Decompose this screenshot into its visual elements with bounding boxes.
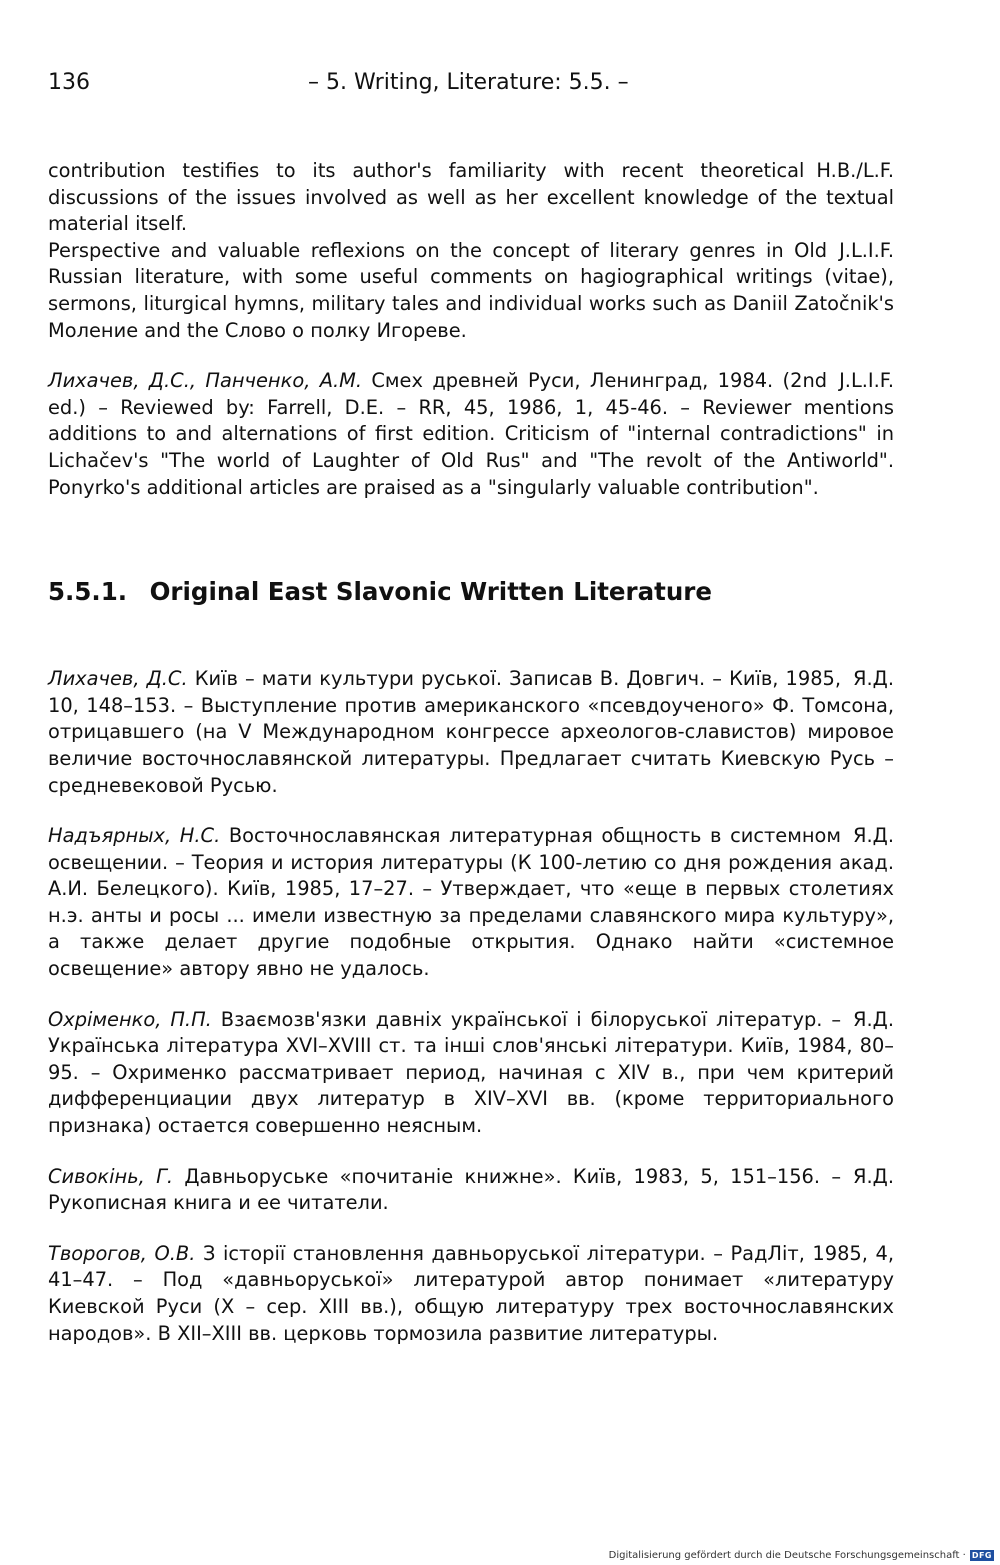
entry-text: Давньоруське «почитаніе книжне». Київ, 1983, 5, 151–156. – Рукописная книга и ее читатели. xyxy=(48,1164,842,1215)
dfg-logo-icon: DFG xyxy=(971,1551,992,1560)
reviewer-signature: H.B./L.F. xyxy=(816,159,894,182)
page-number: 136 xyxy=(48,70,90,95)
bibliography-entry xyxy=(48,1007,894,1140)
reviewer-signature: Я.Д. xyxy=(853,824,894,848)
bibliography-entry xyxy=(48,1241,894,1347)
entry-author: Сивокінь, Г. xyxy=(48,1164,174,1188)
entry-text: Взаємозв'язки давніх української і білоруської літератур. – Українська література XVI–XVIII ст. та інші слов'янські літератури. Київ, 1984, 80–95. – Охрименко рассматривает период, начиная с XIV в., при чем критерий дифференциации двух литератур в XIV–XVI вв. (кроме территориального признака) остается совершенно неясным. xyxy=(48,1007,894,1138)
document-page xyxy=(48,70,894,1347)
entry-author: Охріменко, П.П. xyxy=(48,1007,212,1031)
page-header xyxy=(48,70,894,114)
reviewer-signature: J.L.I.F. xyxy=(839,369,894,393)
footer-text: Digitalisierung gefördert durch die Deutsche Forschungsgemeinschaft · xyxy=(608,1550,966,1561)
bibliography-entry xyxy=(48,368,894,501)
reviewer-signature: Я.Д. xyxy=(853,1164,894,1188)
reviewer-signature: Я.Д. xyxy=(853,667,894,691)
entry-text: З історії становлення давньоруської літератури. – РадЛіт, 1985, 4, 41–47. – Под «давньоруської» литературой автор понимает «литературу Киевской Руси (X – сер. XIII вв.), общую литературу трех восточнославянских народов». В XII–XIII вв. церковь тормозила развитие литературы. xyxy=(48,1241,894,1345)
reviewer-signature: Я.Д. xyxy=(853,1007,894,1031)
running-head: – 5. Writing, Literature: 5.5. – xyxy=(308,70,629,95)
entry-text: Perspective and valuable reflexions on the concept of literary genres in Old Russian literature, with some useful comments on hagiographical writings (vitae), sermons, liturgical hymns, military tales and individual works such as Daniil Zatočnik's Моление and the Слово о полку Игореве. xyxy=(48,238,894,342)
entry-text: contribution testifies to its author's familiarity with recent theoretical discussions of the issues involved as well as her excellent knowledge of the textual material itself. xyxy=(48,159,894,236)
reviewer-signature: J.L.I.F. xyxy=(839,238,894,262)
entry-author: Лихачев, Д.С., Панченко, А.М. xyxy=(48,369,363,393)
bibliography-entry xyxy=(48,158,894,238)
bibliography-entry xyxy=(48,1164,894,1217)
section-heading xyxy=(48,577,894,606)
entry-text: Київ – мати культури руської. Записав В. Довгич. – Київ, 1985, 10, 148–153. – Выступление против американского «псевдоученого» Ф. Томсона, отрицавшего (на V Международном конгрессе археологов-славистов) мировое величие восточнославянской литературы. Предлагает считать Киевскую Русь – средневековой Русью. xyxy=(48,667,894,797)
section-title: Original East Slavonic Written Literature xyxy=(149,577,713,607)
entry-text: Смех древней Руси, Ленинград, 1984. (2nd ed.) – Reviewed by: Farrell, D.E. – RR, 45, 1986, 1, 45-46. – Reviewer mentions additions to and alternations of first edition. Criticism of "internal contradictions" in Lichačev's "The world of Laughter of Old Rus" and "The revolt of the Antiworld". Ponyrko's additional articles are praised as a "singularly valuable contribution". xyxy=(48,369,894,499)
entry-author: Творогов, О.В. xyxy=(48,1241,196,1265)
bibliography-entry xyxy=(48,238,894,344)
digitization-footer xyxy=(609,1550,994,1561)
entry-author: Надъярных, Н.С. xyxy=(48,824,221,848)
bibliography-entry xyxy=(48,666,894,799)
entry-text: Восточнославянская литературная общность в системном освещении. – Теория и история литературы (К 100-летию со дня рождения акад. А.И. Белецкого). Київ, 1985, 17–27. – Утверждает, что «еще в первых столетиях н.э. анты и росы ... имели известную за пределами славянского мира культуру», а также делает другие подобные открытия. Однако найти «системное освещение» автору явно не удалось. xyxy=(48,824,894,981)
entry-author: Лихачев, Д.С. xyxy=(48,667,188,691)
section-number: 5.5.1. xyxy=(48,577,128,607)
bibliography-entry xyxy=(48,823,894,983)
